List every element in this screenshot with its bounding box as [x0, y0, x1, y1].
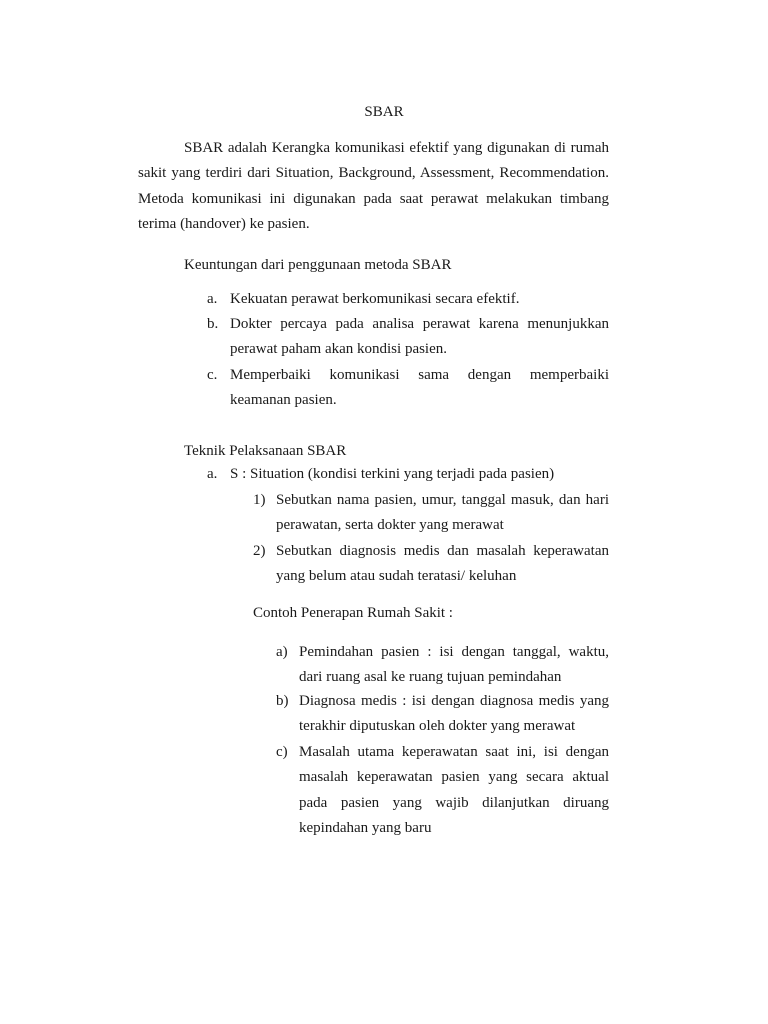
document-title: SBAR — [364, 104, 404, 120]
list-marker: c. — [207, 367, 218, 383]
list-marker: c) — [276, 744, 288, 760]
advantage-text: Kekuatan perawat berkomunikasi secara efektif. — [230, 291, 520, 307]
list-marker: b) — [276, 693, 289, 709]
advantage-text: Dokter percaya pada analisa perawat karena menunjukkan perawat paham akan kondisi pasien. — [230, 316, 609, 358]
advantages-heading: Keuntungan dari penggunaan metoda SBAR — [184, 257, 452, 273]
list-marker: a. — [207, 466, 218, 482]
step-text: Sebutkan diagnosis medis dan masalah keperawatan yang belum atau sudah teratasi/ keluhan — [276, 543, 609, 585]
example-text: Masalah utama keperawatan saat ini, isi dengan masalah keperawatan pasien yang secara aktual pada pasien yang wajib dilanjutkan diruang kepindahan yang baru — [299, 744, 609, 836]
technique-heading: Teknik Pelaksanaan SBAR — [184, 443, 347, 459]
example-heading: Contoh Penerapan Rumah Sakit : — [253, 605, 453, 621]
situation-text: S : Situation (kondisi terkini yang terjadi pada pasien) — [230, 466, 555, 482]
list-marker: a) — [276, 644, 288, 660]
advantage-text: Memperbaiki komunikasi sama dengan memperbaiki keamanan pasien. — [230, 367, 609, 409]
example-text: Diagnosa medis : isi dengan diagnosa medis yang terakhir diputuskan oleh dokter yang merawat — [299, 693, 609, 735]
list-marker: b. — [207, 316, 219, 332]
list-marker: a. — [207, 291, 218, 307]
intro-paragraph: SBAR adalah Kerangka komunikasi efektif yang digunakan di rumah sakit yang terdiri dari Situation, Background, Assessment, Recommendation. Metoda komunikasi ini digunakan pada saat perawat melakukan timbang terima (handover) ke pasien. — [138, 140, 609, 232]
step-text: Sebutkan nama pasien, umur, tanggal masuk, dan hari perawatan, serta dokter yang merawat — [276, 492, 609, 534]
list-marker: 2) — [253, 543, 266, 559]
list-marker: 1) — [253, 492, 266, 508]
example-text: Pemindahan pasien : isi dengan tanggal, waktu, dari ruang asal ke ruang tujuan pemindahan — [299, 644, 609, 686]
